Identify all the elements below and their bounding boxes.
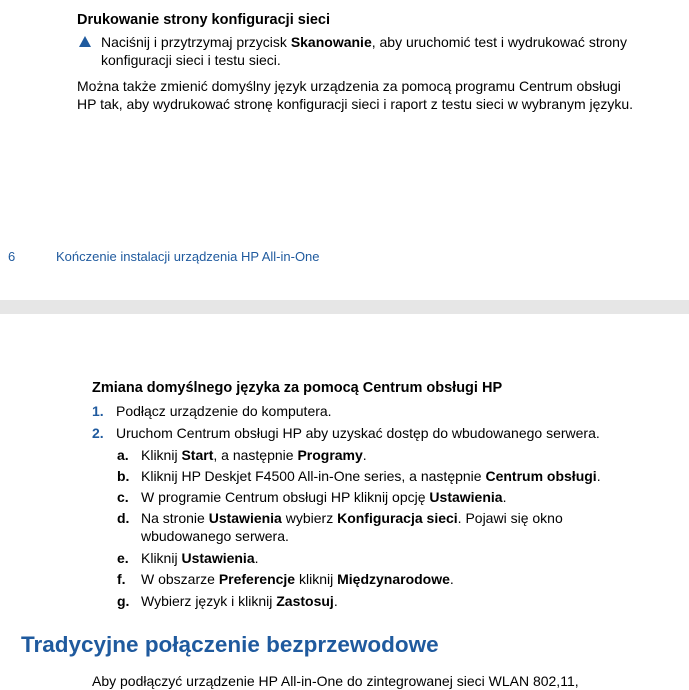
substep-c-b1: Ustawienia [429, 489, 503, 505]
substep-b-t1: Kliknij HP Deskjet F4500 All-in-One series, a następnie [141, 468, 486, 484]
substep-d-text [141, 509, 563, 527]
substep-f-b2: Międzynarodowe [337, 571, 450, 587]
triangle-bullet-icon [79, 36, 91, 47]
substep-d-t3: . Pojawi się okno [457, 510, 563, 526]
substep-f-t1: W obszarze [141, 571, 219, 587]
substep-a-b1: Start [181, 447, 214, 463]
substep-b-text [141, 467, 601, 485]
substep-g-b1: Zastosuj [276, 593, 334, 609]
substep-c-t2: . [502, 489, 507, 505]
substep-d-b1: Ustawienia [208, 510, 282, 526]
substep-e-b1: Ustawienia [181, 550, 255, 566]
step-1-number: 1. [92, 403, 104, 419]
substep-g-letter: g. [117, 593, 130, 609]
page-separator [0, 300, 689, 314]
substep-d-t1: Na stronie [141, 510, 209, 526]
substep-e-t2: . [254, 550, 259, 566]
substep-f-t3: . [449, 571, 454, 587]
substep-a-b2: Programy [297, 447, 363, 463]
substep-f-b1: Preferencje [218, 571, 296, 587]
step-2-number: 2. [92, 425, 104, 441]
bullet-text-post: , aby uruchomić test i wydrukować strony [371, 34, 627, 50]
substep-e-t1: Kliknij [141, 550, 182, 566]
substep-d-line2: wbudowanego serwera. [141, 528, 289, 544]
substep-d-b2: Konfiguracja sieci [337, 510, 458, 526]
page1-heading: Drukowanie strony konfiguracji sieci [77, 12, 331, 28]
substep-b-b1: Centrum obsługi [485, 468, 597, 484]
substep-c-t1: W programie Centrum obsługi HP kliknij opcję [141, 489, 430, 505]
substep-d-t2: wybierz [281, 510, 338, 526]
page2-heading: Zmiana domyślnego języka za pomocą Centrum obsługi HP [92, 380, 503, 396]
bullet-text-line2: konfiguracji sieci i testu sieci. [101, 52, 281, 68]
footer-title: Kończenie instalacji urządzenia HP All-in-One [56, 249, 320, 264]
substep-a-t3: . [362, 447, 367, 463]
substep-f-t2: kliknij [295, 571, 338, 587]
substep-e-text [141, 549, 259, 567]
substep-g-t2: . [333, 593, 338, 609]
substep-g-text [141, 592, 338, 610]
step-2-text: Uruchom Centrum obsługi HP aby uzyskać dostęp do wbudowanego serwera. [116, 425, 600, 441]
section-title: Tradycyjne połączenie bezprzewodowe [21, 632, 439, 657]
section-paragraph: Aby podłączyć urządzenie HP All-in-One do zintegrowanej sieci WLAN 802,11, [92, 673, 579, 689]
substep-c-letter: c. [117, 489, 129, 505]
footer-page-number: 6 [8, 249, 16, 264]
substep-f-letter: f. [117, 571, 126, 587]
para-line2: HP tak, aby wydrukować stronę konfiguracji sieci i raport z testu sieci w wybranym języku. [77, 96, 634, 112]
substep-e-letter: e. [117, 550, 129, 566]
step-1-text: Podłącz urządzenie do komputera. [116, 403, 332, 419]
substep-f-text [141, 570, 454, 588]
bullet-text-pre: Naciśnij i przytrzymaj przycisk [101, 34, 291, 50]
substep-a-letter: a. [117, 447, 129, 463]
substep-d-letter: d. [117, 510, 130, 526]
substep-b-letter: b. [117, 468, 130, 484]
para-line1: Można także zmienić domyślny język urządzenia za pomocą programu Centrum obsługi [77, 78, 621, 94]
substep-c-text [141, 488, 506, 506]
bullet-text-bold: Skanowanie [290, 34, 372, 50]
bullet-text [101, 33, 681, 51]
substep-a-text [141, 446, 367, 464]
substep-b-t2: . [596, 468, 601, 484]
substep-a-t2: , a następnie [213, 447, 298, 463]
substep-g-t1: Wybierz język i kliknij [141, 593, 277, 609]
substep-a-t1: Kliknij [141, 447, 182, 463]
